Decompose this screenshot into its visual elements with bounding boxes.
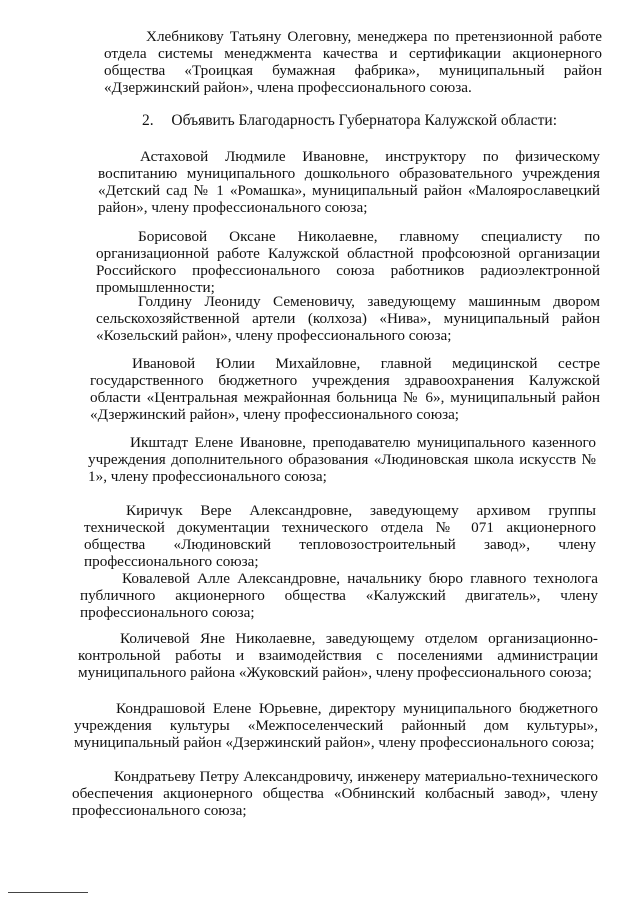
award-item: [72, 768, 598, 819]
section-title: Объявить Благодарность Губернатора Калужской области:: [171, 112, 558, 129]
paragraph-intro: [104, 28, 602, 96]
award-item-text: Ивановой Юлии Михайловне, главной медицинской сестре государственного бюджетного учреждения здравоохранения Калужской области «Центральная межрайонная больница № 6», муниципальный район «Дзержинский район», члену профессионального союза;: [90, 355, 600, 423]
award-item: [96, 293, 600, 344]
award-item-text: Голдину Леониду Семеновичу, заведующему машинным двором сельскохозяйственной артели (колхоза) «Нива», муниципальный район «Козельский район», члену профессионального союза;: [96, 293, 600, 344]
award-item-text: Икштадт Елене Ивановне, преподавателю муниципального казенного учреждения дополнительного образования «Людиновская школа искусств № 1», члену профессионального союза;: [88, 434, 596, 485]
award-item: [80, 570, 598, 621]
footnote-divider: [8, 892, 88, 893]
award-item-text: Кондрашовой Елене Юрьевне, директору муниципального бюджетного учреждения культуры «Межпоселенческий районный дом культуры», муниципальный район «Дзержинский район», члену профессионального союза;: [74, 700, 598, 751]
award-item: [84, 502, 596, 570]
award-item: [78, 630, 598, 681]
award-item-text: Астаховой Людмиле Ивановне, инструктору по физическому воспитанию муниципального дошкольного образовательного учреждения «Детский сад № 1 «Ромашка», муниципальный район «Малоярославецкий район», члену профессионального союза;: [98, 148, 600, 216]
award-item: [98, 148, 600, 216]
award-item: [74, 700, 598, 751]
award-item-text: Киричук Вере Александровне, заведующему архивом группы технической документации технического отдела № 071 акционерного общества «Людиновский тепловозостроительный завод», члену профессионального союза;: [84, 502, 596, 570]
award-item-text: Борисовой Оксане Николаевне, главному специалисту по организационной работе Калужской областной профсоюзной организации Российского профессионального союза работников радиоэлектронной промышленности;: [96, 228, 600, 296]
award-item: [96, 228, 600, 296]
award-item: [88, 434, 596, 485]
award-item: [90, 355, 600, 423]
section-heading: [142, 112, 557, 129]
award-item-text: Ковалевой Алле Александровне, начальнику бюро главного технолога публичного акционерного общества «Калужский двигатель», члену профессионального союза;: [80, 570, 598, 621]
award-item-text: Количевой Яне Николаевне, заведующему отделом организационно-контрольной работы и взаимодействия с поселениями администрации муниципального района «Жуковский район», члену профессионального союза;: [78, 630, 598, 681]
section-number: 2.: [142, 112, 154, 129]
award-item-text: Кондратьеву Петру Александровичу, инженеру материально-технического обеспечения акционерного общества «Обнинский колбасный завод», члену профессионального союза;: [72, 768, 598, 819]
paragraph-intro-text: Хлебникову Татьяну Олеговну, менеджера по претензионной работе отдела системы менеджмента качества и сертификации акционерного общества «Троицкая бумажная фабрика», муниципальный район «Дзержинский район», члена профессионального союза.: [104, 28, 602, 96]
